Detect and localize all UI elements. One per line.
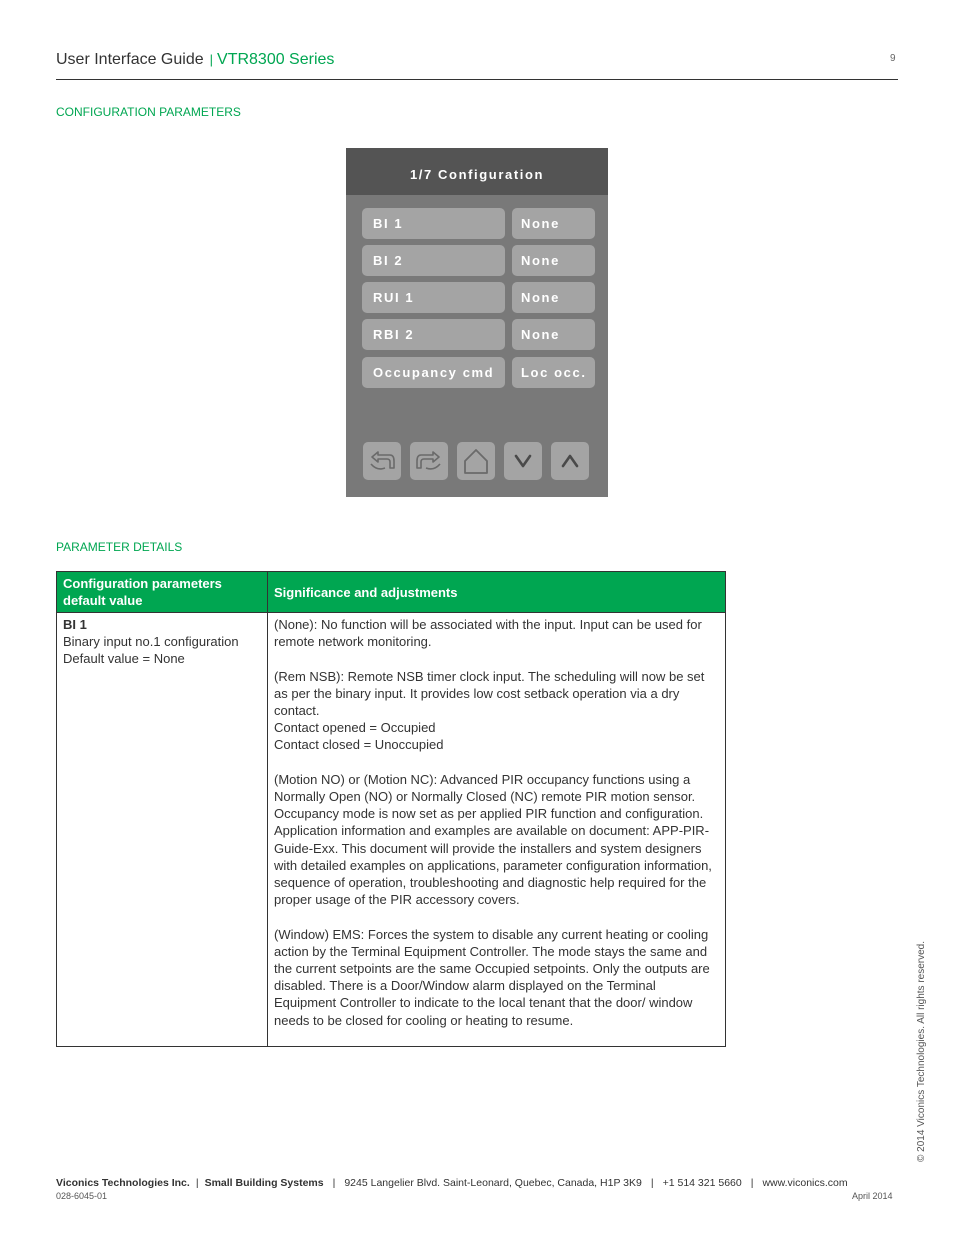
company-name: Viconics Technologies Inc. xyxy=(56,1177,190,1189)
paragraph-window-ems: (Window) EMS: Forces the system to disable any current heating or cooling action by the Terminal Equipment Controller. The mode stays the same and the current setpoints are the same Occupied setpoints. Only the outputs are disabled. There is a Door/Window alarm displayed on the Terminal Equipment Controller to indicate to the local tenant that the door/ window needs to be closed for cooling or heating to resume. xyxy=(274,926,710,1028)
table-header-row xyxy=(57,572,726,613)
parameter-table xyxy=(56,571,726,1047)
publication-date: April 2014 xyxy=(852,1191,893,1201)
param-value-occupancy[interactable]: Loc occ. xyxy=(512,357,595,388)
website-link[interactable]: www.viconics.com xyxy=(762,1177,848,1189)
contact-closed: Contact closed = Unoccupied xyxy=(274,737,444,753)
param-name: BI 1 xyxy=(63,617,87,632)
home-icon xyxy=(457,442,495,480)
paragraph-motion: (Motion NO) or (Motion NC): Advanced PIR occupancy functions using a Normally Open (NO) or Normally Closed (NC) remote PIR motion sensor. Occupancy mode is now set as per applied PIR function and configuration. Application information and examples are available on document: APP-PIR-Guide-Exx. This document will provide the installers and system designers with detailed examples on applications, parameter configuration information, sequence of operation, troubleshooting and diagnostic help required for the proper usage of the PIR accessory covers. xyxy=(274,771,712,908)
forward-button[interactable] xyxy=(410,442,448,480)
forward-icon xyxy=(410,442,448,480)
back-icon xyxy=(363,442,401,480)
param-cell xyxy=(57,613,268,1047)
param-default: Default value = None xyxy=(63,651,185,667)
param-label-bi1[interactable]: BI 1 xyxy=(362,208,505,239)
thermostat-screen xyxy=(346,148,608,497)
page-number: 9 xyxy=(890,53,896,64)
param-value-rui1[interactable]: None xyxy=(512,282,595,313)
paragraph-none: (None): No function will be associated with the input. Input can be used for remote network monitoring. xyxy=(274,617,702,650)
header-separator: | xyxy=(209,52,214,67)
screen-title: 1/7 Configuration xyxy=(346,148,608,195)
param-value-bi2[interactable]: None xyxy=(512,245,595,276)
division-name: Small Building Systems xyxy=(204,1177,324,1189)
param-value-bi1[interactable]: None xyxy=(512,208,595,239)
up-button[interactable] xyxy=(551,442,589,480)
header-significance: Significance and adjustments xyxy=(268,572,726,613)
document-number: 028-6045-01 xyxy=(56,1191,108,1201)
home-button[interactable] xyxy=(457,442,495,480)
down-button[interactable] xyxy=(504,442,542,480)
chevron-up-icon xyxy=(551,442,589,480)
header-config-parameters: Configuration parameters default value xyxy=(57,572,268,613)
significance-cell xyxy=(268,613,726,1047)
back-button[interactable] xyxy=(363,442,401,480)
paragraph-rem-nsb: (Rem NSB): Remote NSB timer clock input. The scheduling will now be set as per the binary input. It provides low cost setback operation via a dry contact. xyxy=(274,668,705,718)
param-label-rui1[interactable]: RUI 1 xyxy=(362,282,505,313)
contact-opened: Contact opened = Occupied xyxy=(274,720,436,736)
guide-title: User Interface Guide xyxy=(56,51,204,68)
param-label-rbi2[interactable]: RBI 2 xyxy=(362,319,505,350)
series-name: VTR8300 Series xyxy=(217,51,335,68)
section-title-parameter-details: PARAMETER DETAILS xyxy=(56,540,183,554)
param-description: Binary input no.1 configuration xyxy=(63,634,239,650)
phone: +1 514 321 5660 xyxy=(662,1177,742,1189)
param-label-occupancy[interactable]: Occupancy cmd xyxy=(362,357,505,388)
section-title-configuration: CONFIGURATION PARAMETERS xyxy=(56,105,241,119)
footer-contact: Viconics Technologies Inc. | Small Building Systems | 9245 Langelier Blvd. Saint-Leonard, Quebec, Canada, H1P 3K9 | +1 514 321 5660 | www.viconics.com xyxy=(56,1177,848,1189)
document-header xyxy=(56,51,334,69)
param-value-rbi2[interactable]: None xyxy=(512,319,595,350)
table-row xyxy=(57,613,726,1047)
chevron-down-icon xyxy=(504,442,542,480)
address: 9245 Langelier Blvd. Saint-Leonard, Quebec, Canada, H1P 3K9 xyxy=(344,1177,642,1189)
header-divider xyxy=(56,79,898,80)
param-label-bi2[interactable]: BI 2 xyxy=(362,245,505,276)
copyright-notice: © 2014 Viconics Technologies. All rights reserved. xyxy=(916,940,927,1162)
